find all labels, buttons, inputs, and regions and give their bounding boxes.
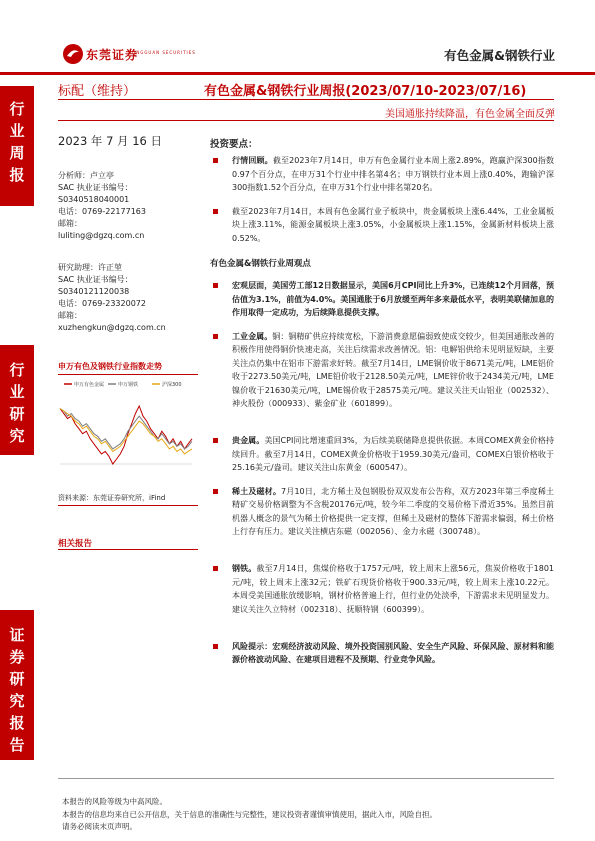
- analyst-line: 邮箱：: [58, 219, 82, 228]
- report-category: 有色金属&钢铁行业: [444, 48, 555, 63]
- header-divider: [0, 72, 595, 75]
- analyst-line: 邮箱：: [58, 311, 82, 320]
- analyst-line: 分析师：卢立亭: [58, 171, 114, 180]
- related-reports-divider: [58, 549, 198, 550]
- chart-source-divider: [58, 505, 198, 506]
- footer-line: 本报告的信息均来自已公开信息，关于信息的准确性与完整性，建议投资者谨慎审慎使用，据此入市，风险自担。: [62, 809, 437, 819]
- chart-series-line: [60, 409, 192, 454]
- chart-legend-item: [152, 381, 182, 388]
- bullet-marker: [213, 283, 218, 288]
- paragraph-view-5: 风险提示：宏观经济波动风险、境外投资国别风险、安全生产风险、环保风险、原材料和能源价格波动风险、在建项目进程不及预期、行业竞争风险。: [232, 641, 554, 664]
- sidebar-block-industry: [0, 345, 34, 455]
- sidebar-label-securities: 证 券 研 究 报 告: [9, 626, 25, 754]
- paragraph-view-0: 宏观层面，美国劳工部12日数据显示，美国6月CPI同比上升3%，已连续12个月回落，预估值为3.1%，前值为4.0%。美国通胀于6月放缓至两年多来最低水平，表明美联储加息的作用取得一定成功，为后续降息提供支撑。: [232, 281, 554, 317]
- chart-legend-label: 沪深300: [162, 382, 182, 388]
- analyst-line: S0340518040001: [58, 195, 130, 204]
- chart-legend-item: [64, 381, 104, 388]
- sidebar-label-industry: 行 业 研 究: [9, 361, 25, 445]
- company-name-en: DONGGUAN SECURITIES: [128, 50, 196, 55]
- analyst-line: S0340121120038: [58, 287, 130, 296]
- index-trend-chart: [58, 378, 198, 488]
- paragraph-view-1: 工业金属。铜：铜精矿供应持续宽松，下游消费意愿偏弱致使成交较少，但美国通胀改善的积极作用使得铜价快速走高，关注后续需求改善情况。铝：电解铝供给未见明显短缺，主要关注点仍集中在铝市下游需求好转。截至7月14日，LME铜价收于8671美元/吨，LME铝价收于2273.50美元/吨，LME铅价收于2128.50美元/吨，LME锌价收于2434美元/吨，LME镍价收于21630美元/吨，LME锡价收于28575美元/吨。建议关注天山铝业（002532）、神火股份（000933）、紫金矿业（601899）。: [232, 331, 555, 408]
- bullet-marker: [213, 566, 218, 571]
- analyst-line: SAC 执业证书编号：: [58, 275, 133, 284]
- analyst-line: luliting@dgzq.com.cn: [58, 231, 145, 240]
- bullet-marker: [213, 438, 218, 443]
- chart-title: 申万有色及钢铁行业指数走势: [58, 362, 162, 371]
- research-assistant-info: [58, 262, 198, 334]
- footer-line: 请务必阅读末页声明。: [62, 822, 137, 831]
- analyst-info: [58, 170, 198, 242]
- weekly-view-title: 有色金属&钢铁行业周观点: [210, 259, 311, 269]
- key-points-title: 投资要点：: [210, 139, 258, 150]
- report-date: 2023 年 7 月 16 日: [58, 134, 162, 148]
- bullet-marker: [213, 644, 218, 649]
- analyst-line: 研究助理：许正堃: [58, 263, 122, 272]
- paragraph-view-2: 贵金属。美国CPI同比增速重回3%，为后续美联储降息提供依据。本周COMEX黄金价格持续回升。截至7月14日，COMEX黄金价格收于1959.30美元/盎司，COMEX白银价格收于25.16美元/盎司。建议关注山东黄金（600547）。: [232, 436, 555, 472]
- company-logo-icon: [62, 43, 84, 65]
- chart-source: 资料来源：东莞证券研究所，iFind: [58, 494, 166, 502]
- paragraph-view-4: 钢铁。截至7月14日，焦煤价格收于1757元/吨，较上周末上涨56元，焦炭价格收于1801元/吨，较上周末上涨32元；铁矿石现货价格收于900.33元/吨，较上周末上涨10.22元。本周受美国通胀放缓影响，钢材价格普遍上行，但行业仍处淡季，下游需求未见明显发力。建议关注久立特材（002318）、抚顺特钢（600399）。: [232, 564, 554, 614]
- bullet-marker: [213, 158, 218, 163]
- analyst-line: SAC 执业证书编号：: [58, 183, 133, 192]
- footer-divider: [58, 778, 554, 779]
- sidebar-block-weekly: [0, 86, 34, 206]
- footer-line: 本报告的风险等级为中高风险。: [62, 797, 167, 806]
- analyst-line: xuzhengkun@dgzq.com.cn: [58, 323, 166, 332]
- paragraph-view-3: 稀土及磁材。7月10日，北方稀土及包钢股份双双发布公告称，双方2023年第三季度稀土精矿交易价格调整为不含税20176元/吨，较今年二季度的交易价格下滑近35%。虽然目前机器人概念的景气为稀土价格提供一定支撑，但稀土及磁材的整体下游需求偏弱，稀土价格上行存有压力。建议关注横店东磁（002056）、金力永磁（300748）。: [232, 486, 554, 536]
- chart-series-line: [60, 409, 192, 449]
- company-name: 东莞证券: [86, 48, 139, 62]
- chart-title-divider: [58, 374, 198, 375]
- report-subtitle: 美国通胀持续降温，有色金属全面反弹: [385, 109, 555, 120]
- subtitle-divider: [58, 120, 554, 121]
- chart-legend-item: [108, 381, 138, 388]
- chart-legend-label: 申万钢铁: [118, 382, 139, 388]
- industry-rating: 标配（维持）: [58, 84, 137, 99]
- analyst-line: 电话：0769-22177163: [58, 207, 146, 216]
- sidebar-block-securities: [0, 610, 34, 760]
- paragraph-summary-0: 行情回顾。截至2023年7月14日，申万有色金属行业本周上涨2.89%，跑赢沪深300指数0.97个百分点，在申万31个行业中排名第4名；申万钢铁行业本周上涨0.40%，跑输沪深300指数1.52个百分点，在申万31个行业中排名第20名。: [232, 156, 555, 192]
- bullet-marker: [213, 489, 218, 494]
- footer-disclaimer: [62, 796, 542, 834]
- bullet-marker: [213, 334, 218, 339]
- report-title: 有色金属&钢铁行业周报(2023/07/10-2023/07/16): [204, 84, 527, 99]
- chart-legend-label: 申万有色金属: [74, 382, 105, 388]
- related-reports-title: 相关报告: [58, 539, 93, 549]
- bullet-marker: [213, 209, 218, 214]
- sidebar-label-weekly: 行 业 周 报: [9, 100, 25, 184]
- title-divider: [58, 99, 554, 100]
- paragraph-summary-1: 截至2023年7月14日，本周有色金属行业子板块中，贵金属板块上涨6.44%，工业金属板块上涨3.11%，能源金属板块上涨3.05%，小金属板块上涨1.15%，金属新材料板块上涨0.52%。: [232, 206, 554, 243]
- analyst-line: 电话：0769-23320072: [58, 299, 146, 308]
